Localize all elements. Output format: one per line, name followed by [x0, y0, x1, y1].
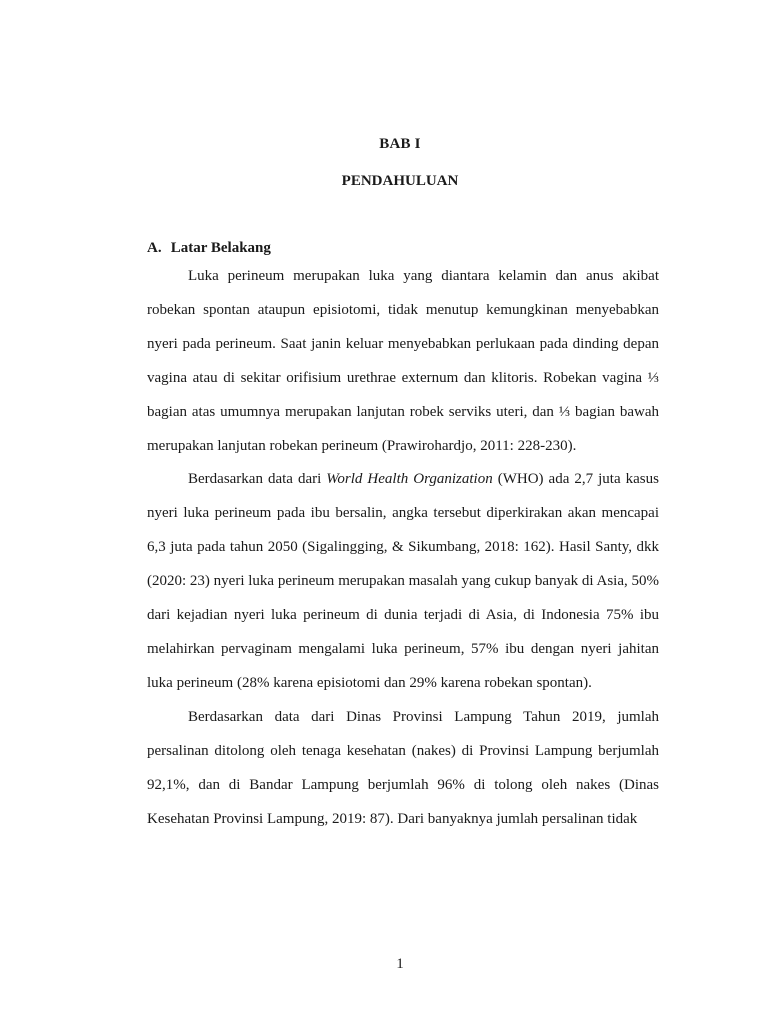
- paragraph-1: Luka perineum merupakan luka yang diantara kelamin dan anus akibat robekan spontan ataupun episiotomi, tidak menutup kemungkinan menyebabkan nyeri pada perineum. Saat janin keluar menyebabkan perlukaan pada dinding depan vagina atau di sekitar orifisium urethrae externum dan klitoris. Robekan vagina ⅓ bagian atas umumnya merupakan lanjutan robek serviks uteri, dan ⅓ bagian bawah merupakan lanjutan robekan perineum (Prawirohardjo, 2011: 228-230).: [147, 268, 659, 454]
- paragraph-2-before: Berdasarkan data dari: [188, 471, 327, 488]
- section-number: A.: [147, 240, 162, 256]
- page-number: 1: [396, 956, 404, 972]
- paragraph-2: [147, 463, 659, 700]
- chapter-label: BAB I: [379, 136, 421, 152]
- section-heading: [147, 240, 271, 257]
- section-title: Latar Belakang: [170, 240, 271, 256]
- paragraph-2-italic: World Health Organization: [326, 471, 493, 488]
- chapter-title: PENDAHULUAN: [341, 173, 459, 189]
- body-text: [147, 260, 659, 836]
- paragraph-3: Berdasarkan data dari Dinas Provinsi Lampung Tahun 2019, jumlah persalinan ditolong oleh tenaga kesehatan (nakes) di Provinsi Lampung berjumlah 92,1%, dan di Bandar Lampung berjumlah 96% di tolong oleh nakes (Dinas Kesehatan Provinsi Lampung, 2019: 87). Dari banyaknya jumlah persalinan tidak: [147, 708, 659, 827]
- paragraph-2-after: (WHO) ada 2,7 juta kasus nyeri luka perineum pada ibu bersalin, angka tersebut diperkirakan akan mencapai 6,3 juta pada tahun 2050 (Sigalingging, & Sikumbang, 2018: 162). Hasil Santy, dkk (2020: 23) nyeri luka perineum merupakan masalah yang cukup banyak di Asia, 50% dari kejadian nyeri luka perineum di dunia terjadi di Asia, di Indonesia 75% ibu melahirkan pervaginam mengalami luka perineum, 57% ibu dengan nyeri jahitan luka perineum (28% karena episiotomi dan 29% karena robekan spontan).: [147, 471, 659, 691]
